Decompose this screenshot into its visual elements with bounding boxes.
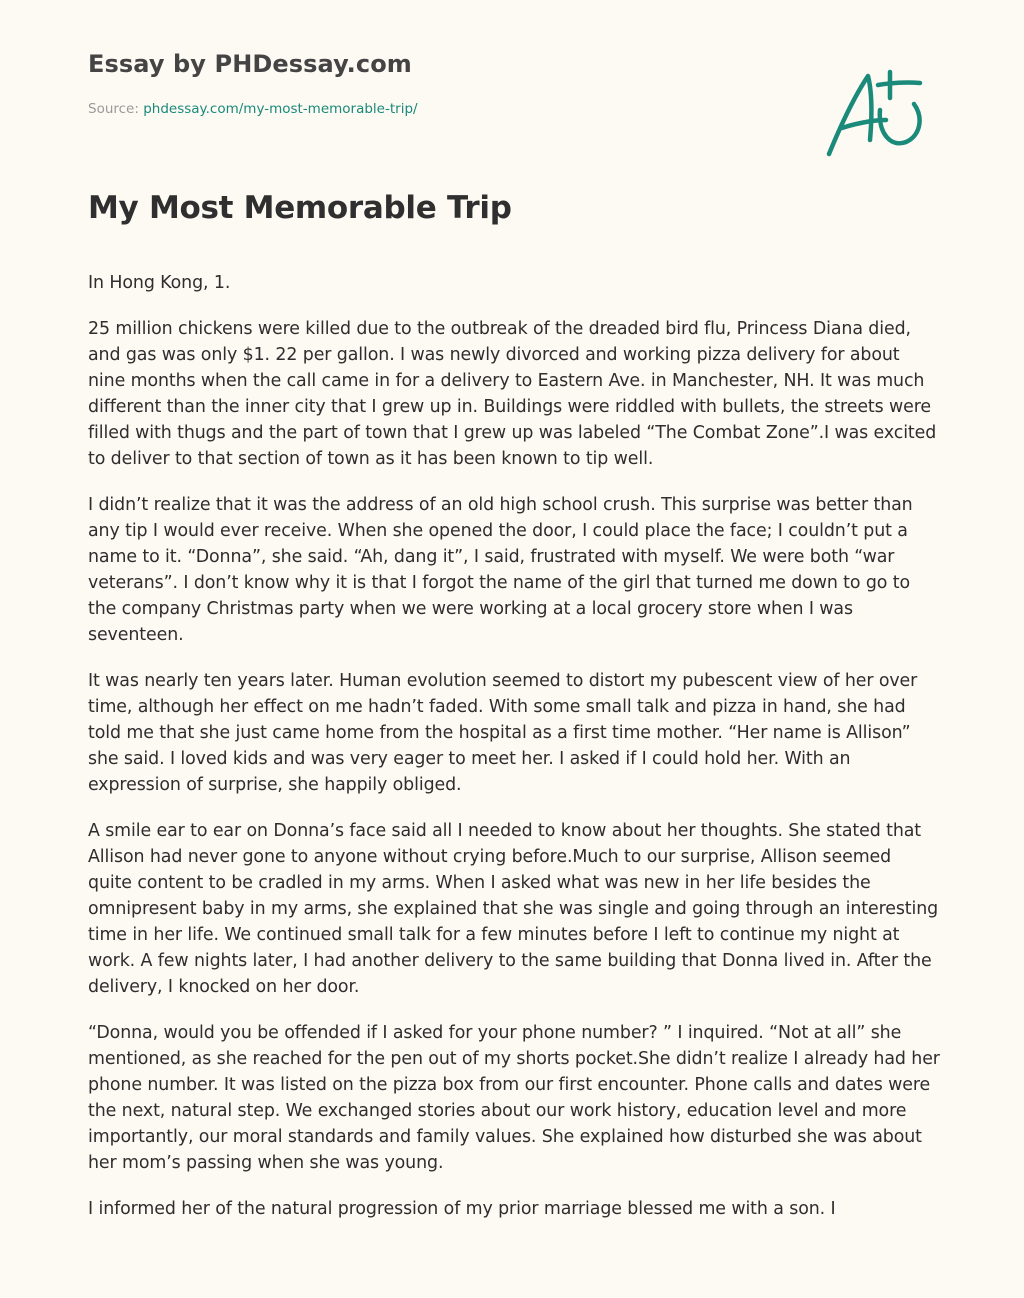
paragraph: I informed her of the natural progression of my prior marriage blessed me with a son. I [88,1199,836,1219]
paragraph: I didn’t realize that it was the address of an old high school crush. This surprise was better than any tip I would ever receive. When she opened the door, I could place the face; I couldn’t put a name to it. “Donna”, she said. “Ah, dang it”, I said, frustrated with myself. We were both “war veterans”. I don’t know why it is that I forgot the name of the girl that turned me down to go to the company Christmas party when we were working at a local grocery store when I was seventeen. [88,495,913,645]
paragraph: It was nearly ten years later. Human evolution seemed to distort my pubescent view of her over time, although her effect on me hadn’t faded. With some small talk and pizza in hand, she had told me that she just came home from the hospital as a first time mother. “Her name is Allison” she said. I loved kids and was very eager to meet her. I asked if I could hold her. With an expression of surprise, she happily obliged. [88,671,918,795]
source-label: Source: [88,101,144,117]
paragraph: A smile ear to ear on Donna’s face said all I needed to know about her thoughts. She stated that Allison had never gone to anyone without crying before.Much to our surprise, Allison seemed quite content to be cradled in my arms. When I asked what was new in her life besides the omnipresent baby in my arms, she explained that she was single and going through an interesting time in her life. We continued small talk for a few minutes before I left to continue my night at work. A few nights later, I had another delivery to the same building that Donna lived in. After the delivery, I knocked on her door. [88,821,939,997]
paragraph: “Donna, would you be offended if I asked for your phone number? ” I inquired. “Not at all” she mentioned, as she reached for the pen out of my shorts pocket.She didn’t realize I already had her phone number. It was listed on the pizza box from our first encounter. Phone calls and dates were the next, natural step. We exchanged stories about our work history, education level and more importantly, our moral standards and family values. She explained how disturbed she was about her mom’s passing when she was young. [88,1023,940,1173]
page-title: My Most Memorable Trip [88,190,512,226]
brand-title: Essay by PHDessay.com [88,50,412,78]
paragraph: 25 million chickens were killed due to the outbreak of the dreaded bird flu, Princess Diana died, and gas was only $1. 22 per gallon. I was newly divorced and working pizza delivery for about nine months when the call came in for a delivery to Eastern Ave. in Manchester, NH. It was much different than the inner city that I grew up in. Buildings were riddled with bullets, the streets were filled with thugs and the part of town that I grew up was labeled “The Combat Zone”.I was excited to deliver to that section of town as it has been known to tip well. [88,319,937,469]
a-plus-logo [820,62,930,162]
source-link[interactable]: phdessay.com/my-most-memorable-trip/ [143,101,418,117]
essay-body [88,270,940,1242]
source-line [88,101,418,117]
paragraph: In Hong Kong, 1. [88,273,231,293]
